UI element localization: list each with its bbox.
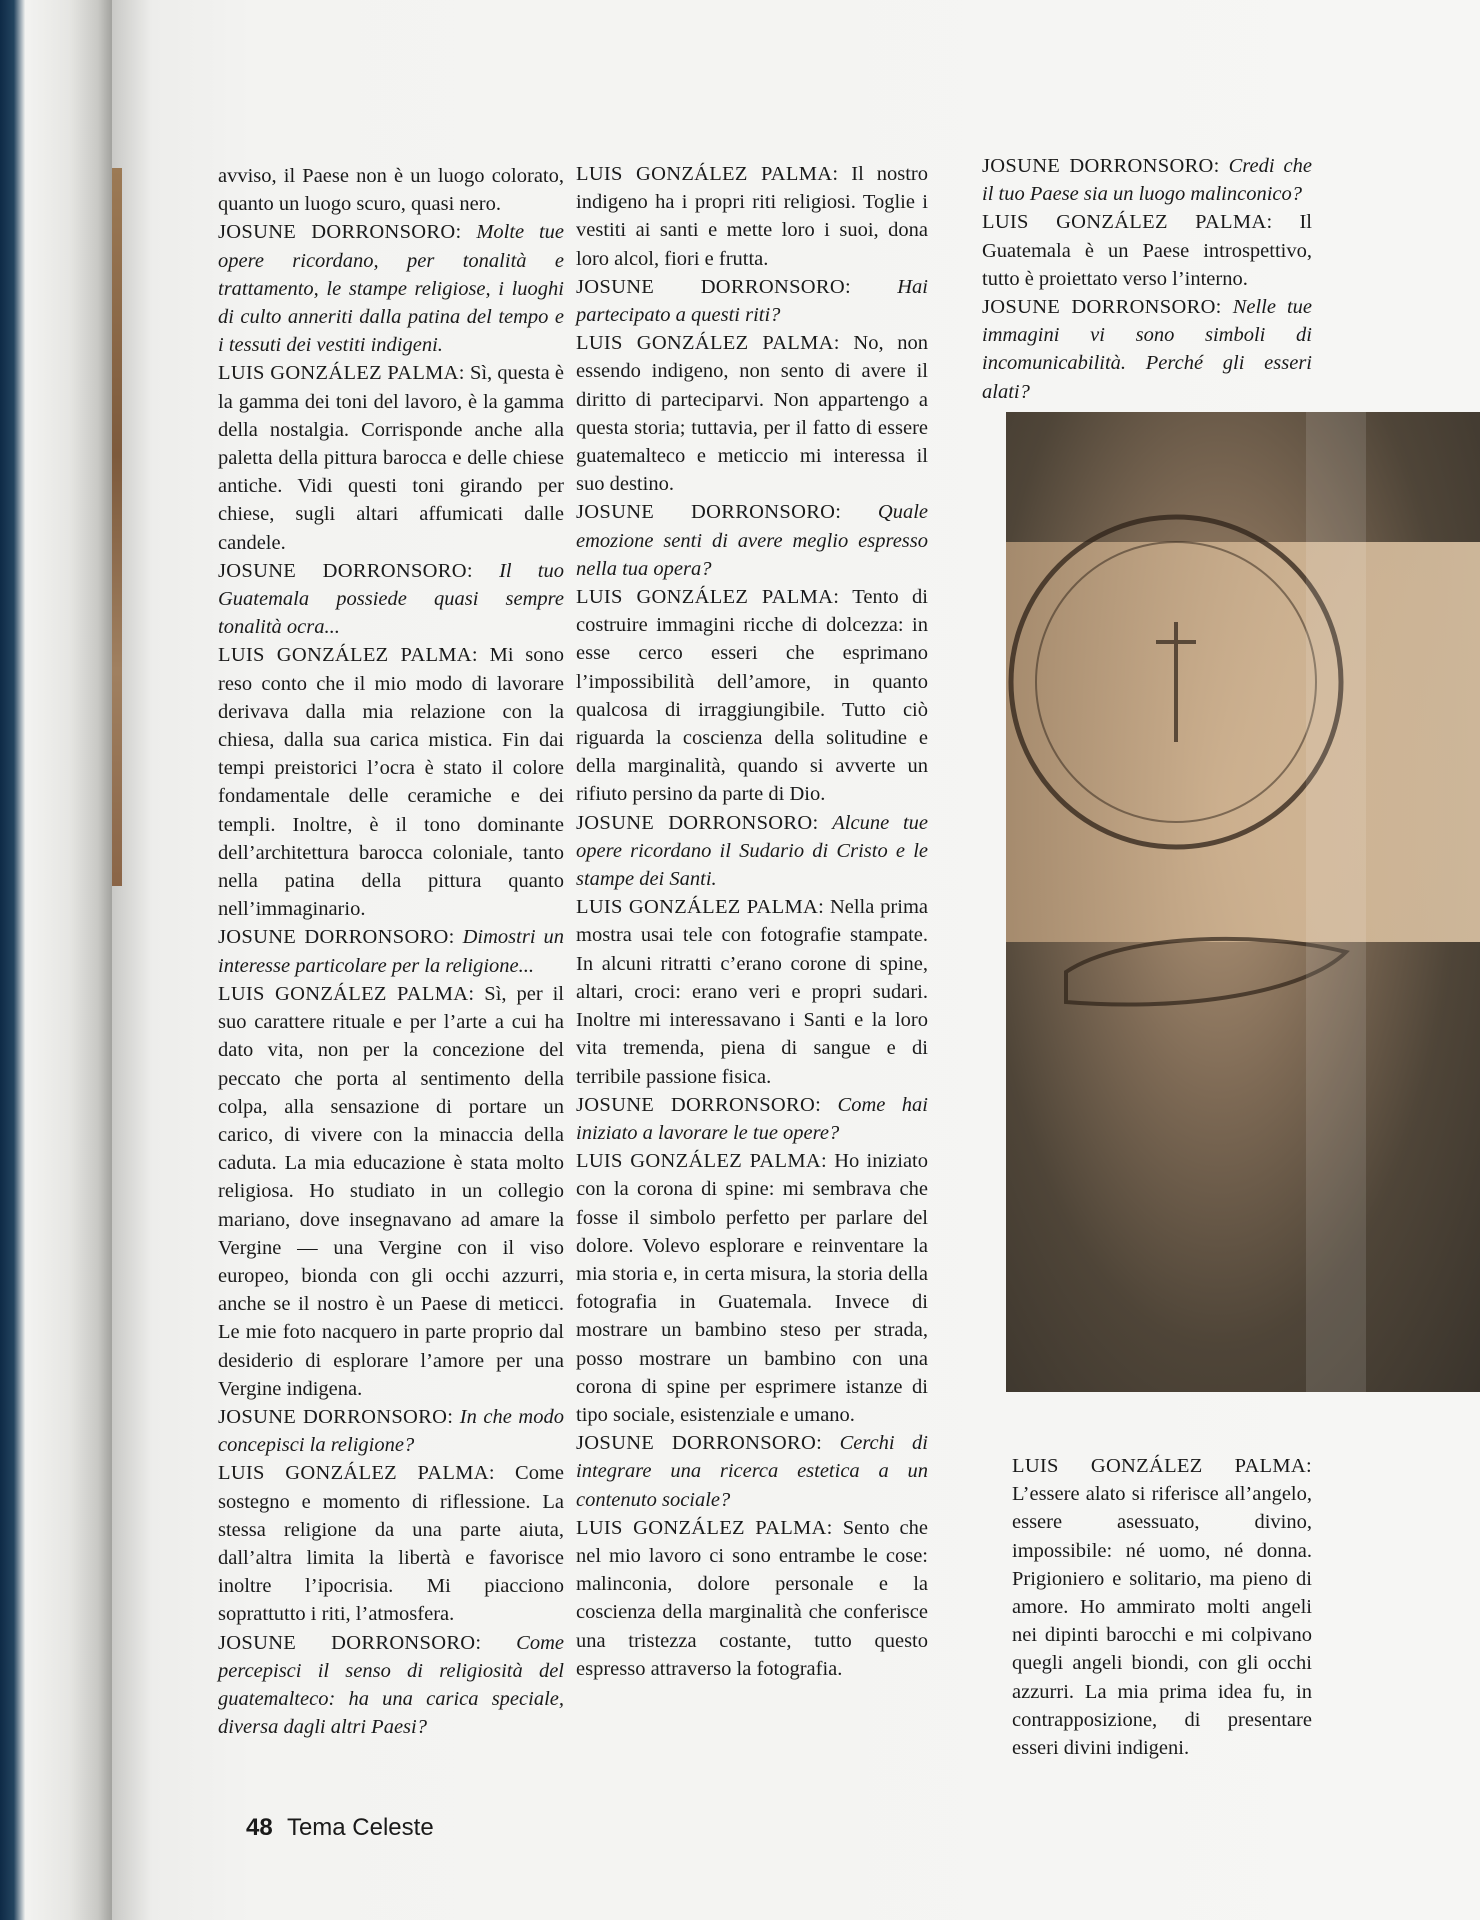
- speaker-name: LUIS GONZÁLEZ PALMA:: [218, 362, 465, 385]
- speaker-name: LUIS GONZÁLEZ PALMA:: [576, 163, 839, 185]
- interview-paragraph: [576, 273, 928, 329]
- speaker-name: JOSUNE DORRONSORO:: [982, 155, 1220, 177]
- interview-paragraph: [576, 498, 928, 583]
- speaker-name: JOSUNE DORRONSORO:: [576, 1093, 822, 1116]
- speaker-name: LUIS GONZÁLEZ PALMA:: [576, 332, 840, 355]
- speaker-name: LUIS GONZÁLEZ PALMA:: [576, 896, 825, 919]
- answer-text: Sì, per il suo carattere rituale e per l’arte a cui ha dato vita, non per la concezione del peccato che porta al sentimento della colpa, alla sensazione di portare un carico, di vivere con la minaccia della caduta. La mia educazione è stata molto religiosa. Ho studiato in un collegio mariano, dove insegnavano ad amare la Vergine — una Vergine con il viso europeo, bionda con gli occhi azzurri, anche se il nostro è un Paese di meticci. Le mie foto nacquero in parte proprio dal desiderio di esplorare l’amore per una Vergine indigena.: [218, 982, 564, 1400]
- question-text: Il tuo Guatemala possiede quasi sempre tonalità ocra...: [218, 559, 564, 639]
- question-text: Quale emozione senti di avere meglio espresso nella tua opera?: [576, 501, 928, 580]
- text-column-2: [576, 160, 928, 1683]
- answer-text: L’essere alato si riferisce all’angelo, essere asessuato, divino, impossibile: né uomo, né donna. Prigioniero e solitario, ma pieno di amore. Ho ammirato molti angeli nei dipinti barocchi e mi colpivano quegli angeli biondi, con gli occhi azzurri. La mia prima idea fu, in contrapposizione, di presentare esseri divini indigeni.: [1012, 1483, 1312, 1760]
- answer-text: Come sostegno e momento di riflessione. La stessa religione da una parte aiuta, dall’altra limita la libertà e favorisce inoltre l’ipocrisia. Mi piacciono soprattutto i riti, l’atmosfera.: [218, 1462, 565, 1626]
- question-text: Hai partecipato a questi riti?: [576, 275, 928, 327]
- speaker-name: LUIS GONZÁLEZ PALMA:: [982, 211, 1273, 234]
- answer-text: Il Guatemala è un Paese introspettivo, tutto è proiettato verso l’interno.: [982, 211, 1313, 290]
- speaker-name: JOSUNE DORRONSORO:: [218, 1405, 454, 1428]
- interview-paragraph: [218, 557, 564, 642]
- interview-paragraph: [576, 893, 928, 1090]
- question-text: Dimostri un interesse particolare per la religione...: [218, 926, 565, 977]
- interview-paragraph: [218, 980, 564, 1403]
- question-text: In che modo concepisci la religione?: [218, 1405, 564, 1457]
- interview-paragraph: [576, 1147, 928, 1429]
- interview-paragraph: [576, 160, 928, 273]
- question-text: Nelle tue immagini vi sono simboli di incomunicabilità. Perché gli esseri alati?: [982, 296, 1312, 403]
- speaker-name: LUIS GONZÁLEZ PALMA:: [576, 1150, 827, 1173]
- interview-paragraph: [218, 1403, 564, 1459]
- speaker-name: JOSUNE DORRONSORO:: [576, 811, 819, 834]
- interview-paragraph: [218, 359, 564, 556]
- interview-paragraph: [218, 1459, 564, 1628]
- speaker-name: JOSUNE DORRONSORO:: [982, 296, 1222, 319]
- interview-paragraph: [982, 293, 1312, 406]
- answer-text: Tento di costruire immagini ricche di dolcezza: in esse cerco esseri che esprimano l’impossibilità dell’amore, in quanto qualcosa di irraggiungibile. Tutto ciò riguarda la coscienza della solitudine e della marginalità, quando si avverte un rifiuto persino da parte di Dio.: [576, 586, 928, 806]
- artwork-photo: [1006, 412, 1480, 1392]
- speaker-name: LUIS GONZÁLEZ PALMA:: [218, 982, 475, 1005]
- speaker-name: JOSUNE DORRONSORO:: [218, 1631, 482, 1654]
- interview-paragraph: [576, 809, 928, 894]
- interview-paragraph: [218, 641, 564, 923]
- question-text: Credi che il tuo Paese sia un luogo malinconico?: [982, 155, 1312, 206]
- interview-paragraph: [1012, 1452, 1312, 1762]
- interview-paragraph: [576, 1091, 928, 1147]
- answer-text: Mi sono reso conto che il mio modo di lavorare derivava dalla mia relazione con la chiesa, dalla sua carica mistica. Fin dai tempi preistorici l’ocra è stato il colore fondamentale delle ceramiche e dei templi. Inoltre, è il tono dominante dell’architettura barocca coloniale, tanto nella patina della pittura quanto nell’immaginario.: [218, 644, 565, 921]
- speaker-name: LUIS GONZÁLEZ PALMA:: [576, 586, 840, 609]
- speaker-name: LUIS GONZÁLEZ PALMA:: [218, 644, 478, 667]
- question-text: Come hai iniziato a lavorare le tue opere?: [576, 1093, 928, 1144]
- answer-text: Ho iniziato con la corona di spine: mi sembrava che fosse il simbolo perfetto per parlare del dolore. Volevo esplorare e reinventare la mia storia e, in certa misura, la storia della fotografia in Guatemala. Invece di mostrare un bambino steso per strada, posso mostrare un bambino con una corona di spine per esprimere istanze di tipo sociale, esistenziale e umano.: [576, 1150, 929, 1426]
- photo-edge-strip: [112, 168, 122, 886]
- interview-paragraph: [218, 923, 564, 979]
- magazine-page: [112, 0, 1480, 1920]
- answer-text: Sento che nel mio lavoro ci sono entrambe le cose: malinconia, dolore personale e la coscienza della marginalità che conferisce una tristezza costante, tutto questo espresso attraverso la fotografia.: [576, 1516, 928, 1680]
- speaker-name: JOSUNE DORRONSORO:: [576, 1432, 823, 1455]
- question-text: Molte tue opere ricordano, per tonalità e trattamento, le stampe religiose, i luoghi di culto anneriti dalla patina del tempo e i tessuti dei vestiti indigeni.: [218, 221, 564, 357]
- speaker-name: JOSUNE DORRONSORO:: [576, 275, 851, 298]
- answer-text: No, non essendo indigeno, non sento di avere il diritto di parteciparvi. Non appartengo a questa storia; tuttavia, per il fatto di essere guatemalteco e meticcio mi interessa il suo destino.: [576, 332, 928, 496]
- text-column-1: [218, 162, 564, 1741]
- speaker-name: LUIS GONZÁLEZ PALMA:: [1012, 1455, 1312, 1477]
- interview-paragraph: [218, 1629, 564, 1742]
- interview-paragraph: [218, 218, 564, 359]
- answer-text: Il nostro indigeno ha i propri riti religiosi. Toglie i vestiti ai santi e mette loro i suoi, dona loro alcol, fiori e frutta.: [576, 163, 928, 270]
- page-number: 48: [246, 1814, 273, 1841]
- stamp-cross: [1156, 622, 1196, 742]
- speaker-name: LUIS GONZÁLEZ PALMA:: [218, 1462, 495, 1485]
- interview-paragraph: [576, 583, 928, 809]
- interview-paragraph: [982, 152, 1312, 208]
- text-column-3: [982, 152, 1312, 406]
- stamp-graphic: [1006, 412, 1480, 1392]
- magazine-name: Tema Celeste: [286, 1814, 434, 1841]
- speaker-name: JOSUNE DORRONSORO:: [576, 501, 842, 524]
- interview-paragraph: [576, 1514, 928, 1683]
- answer-text: Sì, questa è la gamma dei toni del lavoro, è la gamma della nostalgia. Corrisponde anche alla paletta della pittura barocca e delle chiese antiche. Vidi questi toni girando per chiese, sugli altari affumicati dalle candele.: [218, 362, 564, 554]
- text-column-4: [1012, 1452, 1312, 1762]
- interview-paragraph: [218, 162, 564, 218]
- speaker-name: JOSUNE DORRONSORO:: [218, 926, 455, 949]
- answer-text: Nella prima mostra usai tele con fotografie stampate. In alcuni ritratti c’erano corone di spine, altari, croci: erano veri e propri sudari. Inoltre mi interessavano i Santi e la loro vita tremenda, piena di sangue e di terribile passione fisica.: [576, 896, 928, 1088]
- page-footer: [246, 1814, 434, 1842]
- light-streak: [1306, 412, 1366, 1392]
- interview-paragraph: [576, 1429, 928, 1514]
- question-text: Come percepisci il senso di religiosità del guatemalteco: ha una carica speciale, diversa dagli altri Paesi?: [218, 1631, 564, 1739]
- question-text: Alcune tue opere ricordano il Sudario di Cristo e le stampe dei Santi.: [576, 811, 928, 891]
- answer-text: avviso, il Paese non è un luogo colorato, quanto un luogo scuro, quasi nero.: [218, 165, 564, 216]
- book-spine: [0, 0, 115, 1920]
- speaker-name: JOSUNE DORRONSORO:: [218, 559, 473, 582]
- speaker-name: JOSUNE DORRONSORO:: [218, 221, 462, 244]
- interview-paragraph: [576, 329, 928, 498]
- question-text: Cerchi di integrare una ricerca estetica a un contenuto sociale?: [576, 1432, 928, 1511]
- speaker-name: LUIS GONZÁLEZ PALMA:: [576, 1516, 833, 1539]
- interview-paragraph: [982, 208, 1312, 293]
- stamp-ribbon: [1066, 939, 1346, 1005]
